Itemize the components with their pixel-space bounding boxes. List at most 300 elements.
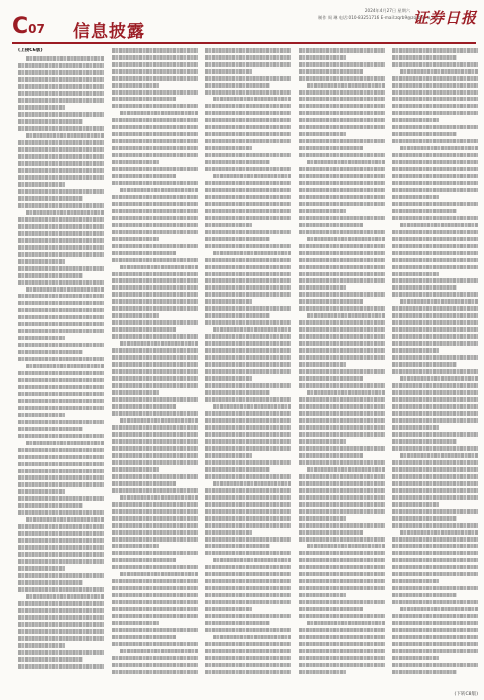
text-line xyxy=(18,475,104,480)
text-line xyxy=(299,453,364,458)
text-line xyxy=(400,453,478,458)
text-line xyxy=(18,524,104,529)
text-line xyxy=(18,77,104,82)
text-line xyxy=(205,306,291,311)
text-line xyxy=(299,628,385,633)
text-line xyxy=(26,287,104,292)
text-line xyxy=(112,48,198,53)
text-line xyxy=(307,390,385,395)
text-line xyxy=(18,420,104,425)
text-line xyxy=(112,160,159,165)
text-line xyxy=(205,76,291,81)
text-line xyxy=(392,502,439,507)
text-line xyxy=(205,586,291,591)
text-line xyxy=(299,244,385,249)
text-line xyxy=(299,614,385,619)
article-columns xyxy=(18,48,478,692)
text-line xyxy=(18,650,104,655)
text-line xyxy=(205,195,291,200)
text-line xyxy=(299,383,385,388)
text-line xyxy=(213,174,291,179)
text-line xyxy=(18,245,104,250)
text-line xyxy=(18,434,104,439)
text-line xyxy=(18,329,104,334)
text-line xyxy=(18,105,65,110)
text-line xyxy=(18,406,104,411)
text-line xyxy=(205,439,291,444)
text-line xyxy=(392,334,478,339)
text-line xyxy=(299,55,346,60)
text-line xyxy=(205,355,291,360)
header-info xyxy=(318,8,439,21)
text-line xyxy=(112,530,198,535)
text-line xyxy=(392,418,478,423)
text-line xyxy=(392,495,478,500)
text-line xyxy=(112,278,198,283)
text-line xyxy=(205,362,291,367)
text-line xyxy=(205,369,291,374)
text-line xyxy=(205,258,291,263)
text-line xyxy=(392,670,457,675)
text-line xyxy=(299,607,364,612)
text-line xyxy=(307,621,385,626)
text-line xyxy=(18,392,104,397)
text-line xyxy=(392,614,478,619)
text-line xyxy=(18,161,104,166)
text-line xyxy=(26,210,104,215)
text-line xyxy=(400,607,478,612)
text-line xyxy=(205,348,291,353)
text-line xyxy=(205,285,291,290)
text-line xyxy=(112,383,198,388)
text-line xyxy=(112,425,198,430)
text-line xyxy=(392,188,478,193)
text-line xyxy=(299,125,385,130)
text-line xyxy=(18,322,104,327)
text-line xyxy=(307,467,385,472)
page-number: 07 xyxy=(28,22,45,36)
text-line xyxy=(112,174,177,179)
text-line xyxy=(112,523,198,528)
text-line xyxy=(112,628,198,633)
text-line xyxy=(392,481,478,486)
text-line xyxy=(18,175,104,180)
text-line xyxy=(392,306,478,311)
text-line xyxy=(392,118,439,123)
text-line xyxy=(112,397,198,402)
text-line xyxy=(18,615,104,620)
text-line xyxy=(307,160,385,165)
text-line xyxy=(205,139,291,144)
text-line xyxy=(112,195,198,200)
text-line xyxy=(112,558,177,563)
text-column-2 xyxy=(112,48,198,692)
text-line xyxy=(299,341,385,346)
text-line xyxy=(392,90,478,95)
text-line xyxy=(18,573,104,578)
text-line xyxy=(120,188,198,193)
text-line xyxy=(392,216,478,221)
text-line xyxy=(112,467,159,472)
text-line xyxy=(112,90,198,95)
text-line xyxy=(112,97,177,102)
text-line xyxy=(112,663,198,668)
text-line xyxy=(18,301,104,306)
text-line xyxy=(299,202,385,207)
text-line xyxy=(205,313,270,318)
text-line xyxy=(18,427,83,432)
text-line xyxy=(112,272,198,277)
text-line xyxy=(26,56,104,61)
text-line xyxy=(392,516,457,521)
text-line xyxy=(299,334,385,339)
text-line xyxy=(112,390,159,395)
text-line xyxy=(299,593,346,598)
text-line xyxy=(299,670,346,675)
text-line xyxy=(112,600,198,605)
text-line xyxy=(205,460,291,465)
contact-line: 制作 周 琳 电话:010-83251716 E-mail:zqrb9@zqrb.sina.net xyxy=(318,14,439,20)
text-line xyxy=(18,252,104,257)
text-line xyxy=(112,76,198,81)
text-line xyxy=(205,663,291,668)
text-line xyxy=(18,566,65,571)
text-line xyxy=(112,132,198,137)
newspaper-logo: 证券日报 xyxy=(413,9,478,27)
text-line xyxy=(112,146,198,151)
text-line xyxy=(299,181,385,186)
text-line xyxy=(26,517,104,522)
text-line xyxy=(205,69,252,74)
text-line xyxy=(392,383,478,388)
text-line xyxy=(392,251,478,256)
text-column-5 xyxy=(392,48,478,692)
text-line xyxy=(392,579,439,584)
text-line xyxy=(299,223,364,228)
text-line xyxy=(205,118,291,123)
text-line xyxy=(205,397,291,402)
text-line xyxy=(205,579,291,584)
text-line xyxy=(205,272,291,277)
text-line xyxy=(299,397,385,402)
text-line xyxy=(18,357,104,362)
text-line xyxy=(299,188,385,193)
text-line xyxy=(299,69,364,74)
text-line xyxy=(205,181,291,186)
text-line xyxy=(18,217,104,222)
text-line xyxy=(205,537,291,542)
text-line xyxy=(392,237,478,242)
text-line xyxy=(213,327,291,332)
text-line xyxy=(299,635,385,640)
text-line xyxy=(299,299,364,304)
text-line xyxy=(392,663,478,668)
text-line xyxy=(18,238,104,243)
text-line xyxy=(392,572,478,577)
text-line xyxy=(112,118,198,123)
page-letter: C xyxy=(12,14,28,39)
text-line xyxy=(205,446,291,451)
text-line xyxy=(392,621,478,626)
text-line xyxy=(18,510,104,515)
text-line xyxy=(392,195,439,200)
text-line xyxy=(18,482,104,487)
text-line xyxy=(112,362,198,367)
text-line xyxy=(299,460,385,465)
text-line xyxy=(307,237,385,242)
text-line xyxy=(299,523,385,528)
text-line xyxy=(307,544,385,549)
text-line xyxy=(112,642,198,647)
text-line xyxy=(392,76,478,81)
text-line xyxy=(392,202,478,207)
text-line xyxy=(392,397,478,402)
text-line xyxy=(299,565,385,570)
text-line xyxy=(392,167,478,172)
text-line xyxy=(392,230,478,235)
continued-note: (下转C8版) xyxy=(454,692,478,697)
text-line xyxy=(299,411,385,416)
text-line xyxy=(299,495,385,500)
text-line xyxy=(18,462,104,467)
text-line xyxy=(205,167,291,172)
text-line xyxy=(392,467,478,472)
text-line xyxy=(213,635,291,640)
text-line xyxy=(392,439,457,444)
text-line xyxy=(299,292,385,297)
text-line xyxy=(112,125,198,130)
text-line xyxy=(213,404,291,409)
text-column-1 xyxy=(18,48,104,692)
text-line xyxy=(18,622,104,627)
text-line xyxy=(18,91,104,96)
text-line xyxy=(392,425,439,430)
text-line xyxy=(392,369,478,374)
text-line xyxy=(205,488,291,493)
text-line xyxy=(400,299,478,304)
text-line xyxy=(299,111,385,116)
continuation-note: (上接C6版) xyxy=(18,48,43,53)
text-line xyxy=(400,376,478,381)
text-line xyxy=(205,90,291,95)
text-line xyxy=(205,62,291,67)
text-line xyxy=(18,545,104,550)
text-line xyxy=(392,474,478,479)
text-line xyxy=(299,48,385,53)
text-line xyxy=(112,670,198,675)
text-line xyxy=(299,488,385,493)
text-line xyxy=(18,559,104,564)
text-line xyxy=(205,146,252,151)
text-line xyxy=(392,565,478,570)
text-line xyxy=(392,488,478,493)
text-line xyxy=(18,126,104,131)
text-line xyxy=(18,273,83,278)
text-line xyxy=(205,125,291,130)
text-line xyxy=(392,104,478,109)
text-line xyxy=(120,111,198,116)
text-line xyxy=(205,502,291,507)
text-line xyxy=(205,111,291,116)
text-line xyxy=(205,425,291,430)
text-line xyxy=(18,140,104,145)
text-line xyxy=(112,481,177,486)
text-line xyxy=(112,244,198,249)
text-line xyxy=(112,83,159,88)
text-line xyxy=(213,558,291,563)
text-line xyxy=(205,216,291,221)
text-line xyxy=(392,83,478,88)
text-line xyxy=(112,320,198,325)
text-line xyxy=(205,160,270,165)
text-line xyxy=(112,202,198,207)
text-line xyxy=(299,355,385,360)
text-line xyxy=(205,320,291,325)
text-line xyxy=(205,376,252,381)
text-line xyxy=(392,537,478,542)
text-line xyxy=(299,216,385,221)
text-line xyxy=(112,586,198,591)
text-line xyxy=(205,670,291,675)
page-number-badge xyxy=(12,14,45,39)
text-line xyxy=(18,636,104,641)
text-line xyxy=(299,153,385,158)
text-line xyxy=(299,502,385,507)
text-line xyxy=(26,441,104,446)
text-line xyxy=(205,188,291,193)
text-line xyxy=(299,139,385,144)
text-line xyxy=(205,565,291,570)
text-line xyxy=(299,509,385,514)
text-line xyxy=(205,244,291,249)
text-line xyxy=(18,601,104,606)
text-line xyxy=(18,280,104,285)
text-line xyxy=(392,111,478,116)
text-line xyxy=(18,378,104,383)
text-column-3 xyxy=(205,48,291,692)
text-line xyxy=(392,432,478,437)
text-line xyxy=(18,224,104,229)
text-line xyxy=(112,306,198,311)
text-line xyxy=(205,341,291,346)
text-line xyxy=(392,278,478,283)
text-line xyxy=(299,174,385,179)
text-line xyxy=(112,404,177,409)
text-line xyxy=(299,537,385,542)
text-line xyxy=(112,516,198,521)
text-line xyxy=(112,551,198,556)
text-line xyxy=(205,453,252,458)
text-line xyxy=(18,203,104,208)
text-line xyxy=(392,160,478,165)
text-line xyxy=(205,600,291,605)
text-line xyxy=(112,565,198,570)
text-line xyxy=(392,265,478,270)
text-line xyxy=(299,558,385,563)
text-line xyxy=(205,292,291,297)
text-line xyxy=(18,399,104,404)
text-line xyxy=(26,364,104,369)
text-line xyxy=(18,538,104,543)
text-line xyxy=(112,579,198,584)
text-line xyxy=(120,341,198,346)
text-line xyxy=(392,509,478,514)
text-line xyxy=(112,474,198,479)
text-line xyxy=(112,209,198,214)
text-line xyxy=(400,223,478,228)
text-line xyxy=(392,48,478,53)
text-line xyxy=(18,587,104,592)
text-line xyxy=(392,272,439,277)
text-line xyxy=(299,104,385,109)
text-line xyxy=(112,285,198,290)
text-line xyxy=(392,600,478,605)
text-line xyxy=(299,642,385,647)
page-header xyxy=(0,0,484,44)
text-line xyxy=(18,119,83,124)
text-line xyxy=(205,551,291,556)
text-line xyxy=(18,531,104,536)
text-line xyxy=(112,348,198,353)
section-title: 信息披露 xyxy=(73,22,145,42)
text-line xyxy=(392,628,478,633)
text-line xyxy=(112,439,198,444)
text-column-4 xyxy=(299,48,385,692)
text-line xyxy=(205,432,291,437)
text-line xyxy=(18,308,104,313)
text-line xyxy=(112,376,198,381)
text-line xyxy=(299,600,385,605)
header-divider xyxy=(12,42,476,44)
text-line xyxy=(112,502,198,507)
text-line xyxy=(299,446,385,451)
text-line xyxy=(205,55,291,60)
text-line xyxy=(205,230,291,235)
text-line xyxy=(205,656,291,661)
text-line xyxy=(112,55,198,60)
text-line xyxy=(205,265,291,270)
text-line xyxy=(392,656,439,661)
text-line xyxy=(205,621,270,626)
text-line xyxy=(392,153,478,158)
text-line xyxy=(112,544,159,549)
text-line xyxy=(205,474,291,479)
text-line xyxy=(120,265,198,270)
text-line xyxy=(392,285,457,290)
text-line xyxy=(18,84,104,89)
text-line xyxy=(299,230,385,235)
text-line xyxy=(392,209,457,214)
text-line xyxy=(205,383,291,388)
text-line xyxy=(205,83,270,88)
text-line xyxy=(205,411,291,416)
text-line xyxy=(18,231,104,236)
text-line xyxy=(18,112,104,117)
text-line xyxy=(299,146,364,151)
text-line xyxy=(392,586,478,591)
text-line xyxy=(205,278,291,283)
text-line xyxy=(18,496,104,501)
text-line xyxy=(299,425,385,430)
text-line xyxy=(112,251,177,256)
text-line xyxy=(18,63,104,68)
text-line xyxy=(205,495,291,500)
text-line xyxy=(213,481,291,486)
text-line xyxy=(299,663,385,668)
text-line xyxy=(18,98,104,103)
text-line xyxy=(18,643,65,648)
text-line xyxy=(392,320,478,325)
